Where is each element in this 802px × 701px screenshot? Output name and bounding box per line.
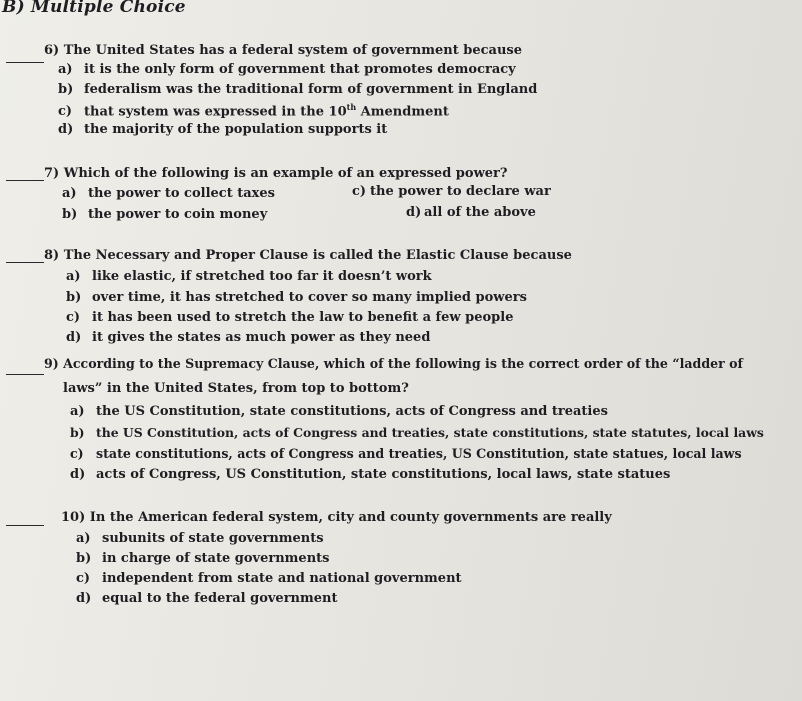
option-text: the US Constitution, acts of Congress and treaties, state constitutions, state statutes, local laws <box>96 425 764 440</box>
q9-option-b[interactable] <box>70 425 764 440</box>
q10-option-a[interactable] <box>76 531 324 546</box>
option-letter: d) <box>70 467 86 482</box>
q6-option-a[interactable] <box>58 62 516 77</box>
option-text: federalism was the traditional form of government in England <box>84 82 538 97</box>
q10-option-c[interactable] <box>76 571 462 586</box>
option-text: equal to the federal government <box>102 591 338 606</box>
answer-blank-7[interactable] <box>6 180 44 181</box>
option-letter: d) <box>58 122 74 137</box>
option-text: the power to declare war <box>370 184 551 199</box>
option-letter: b) <box>58 82 74 97</box>
option-text: the power to collect taxes <box>88 186 276 201</box>
q7-option-b[interactable] <box>62 207 267 222</box>
q10-option-d[interactable] <box>76 591 338 606</box>
q9-option-a[interactable] <box>70 404 608 419</box>
option-letter: d) <box>406 205 422 220</box>
option-letter: c) <box>66 310 81 325</box>
option-text: subunits of state governments <box>102 531 324 546</box>
ordinal-suffix: th <box>346 102 357 112</box>
option-text: it has been used to stretch the law to benefit a few people <box>92 310 514 325</box>
q9-option-d[interactable] <box>70 467 670 482</box>
option-text: like elastic, if stretched too far it doesn’t work <box>92 269 432 284</box>
option-letter: c) <box>70 446 84 461</box>
option-letter: b) <box>66 290 82 305</box>
q6-option-d[interactable] <box>58 122 387 137</box>
option-text: the power to coin money <box>88 207 268 222</box>
option-letter: c) <box>352 184 367 199</box>
question-10-stem: 10) In the American federal system, city and county governments are really <box>61 510 612 525</box>
q7-option-a[interactable] <box>62 186 275 201</box>
q8-option-c[interactable] <box>66 310 513 325</box>
option-text: the US Constitution, state constitutions, acts of Congress and treaties <box>96 404 608 419</box>
q8-option-a[interactable] <box>66 269 432 284</box>
q8-option-b[interactable] <box>66 290 527 305</box>
q10-option-b[interactable] <box>76 551 329 566</box>
q7-option-d[interactable] <box>406 205 536 220</box>
option-letter: d) <box>76 591 92 606</box>
option-letter: b) <box>62 207 78 222</box>
option-letter: a) <box>62 186 77 201</box>
option-text: the majority of the population supports it <box>84 122 388 137</box>
option-text: in charge of state governments <box>102 551 330 566</box>
option-letter: a) <box>76 531 91 546</box>
answer-blank-9[interactable] <box>6 374 44 375</box>
option-letter: b) <box>76 551 92 566</box>
question-9-stem-line-1: 9) According to the Supremacy Clause, which of the following is the correct order of the “ladder of <box>44 356 743 371</box>
option-text: state constitutions, acts of Congress and treaties, US Constitution, state statues, local laws <box>96 446 742 461</box>
question-8-stem: 8) The Necessary and Proper Clause is called the Elastic Clause because <box>44 248 572 263</box>
q8-option-d[interactable] <box>66 330 430 345</box>
option-text: it is the only form of government that promotes democracy <box>84 62 516 77</box>
option-letter: c) <box>76 571 91 586</box>
section-title: B) Multiple Choice <box>2 0 186 17</box>
option-text: over time, it has stretched to cover so many implied powers <box>92 290 527 305</box>
q7-option-c[interactable] <box>352 184 551 199</box>
option-letter: a) <box>58 62 73 77</box>
option-text-end: Amendment <box>356 104 449 120</box>
answer-blank-10[interactable] <box>6 525 44 526</box>
option-text: that system was expressed in the 10 <box>84 104 347 120</box>
option-letter: c) <box>58 104 73 120</box>
option-text: all of the above <box>424 205 536 220</box>
option-text: it gives the states as much power as they need <box>92 330 431 345</box>
answer-blank-8[interactable] <box>6 262 44 263</box>
option-letter: a) <box>70 404 85 419</box>
question-9-stem-line-2: laws” in the United States, from top to bottom? <box>63 381 409 396</box>
option-letter: d) <box>66 330 82 345</box>
option-letter: b) <box>70 425 85 440</box>
q6-option-b[interactable] <box>58 82 537 97</box>
question-6-stem: 6) The United States has a federal system of government because <box>44 43 523 58</box>
q6-option-c[interactable] <box>58 102 449 119</box>
question-7-stem: 7) Which of the following is an example of an expressed power? <box>44 166 508 181</box>
option-letter: a) <box>66 269 81 284</box>
option-text: acts of Congress, US Constitution, state constitutions, local laws, state statues <box>96 467 671 482</box>
answer-blank-6[interactable] <box>6 62 44 63</box>
option-text: independent from state and national government <box>102 571 462 586</box>
q9-option-c[interactable] <box>70 446 742 461</box>
